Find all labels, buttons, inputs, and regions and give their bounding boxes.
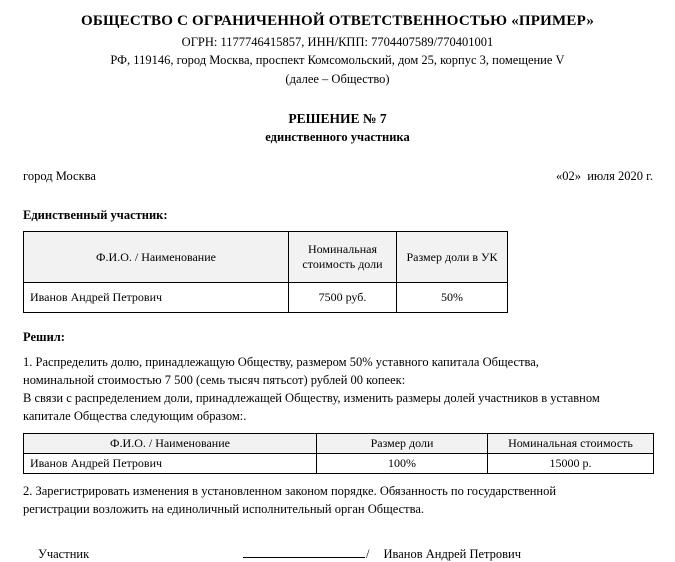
resolution-item-2-line-1: 2. Зарегистрировать изменения в установленном законом порядке. Обязанность по государственной [23, 484, 557, 499]
resolution-item-1-line-4: капитале Общества следующим образом:. [23, 408, 247, 423]
column-header-nominal-value: Номинальная стоимость доли [289, 232, 397, 283]
signature-role-label: Участник [38, 546, 90, 561]
sole-participant-label: Единственный участник: [23, 208, 168, 223]
table-header-row [24, 232, 508, 283]
document-title: РЕШЕНИЕ № 7 [288, 111, 387, 127]
cell-nominal-value: 7500 руб. [289, 283, 397, 313]
company-name: ОБЩЕСТВО С ОГРАНИЧЕННОЙ ОТВЕТСТВЕННОСТЬЮ «ПРИМЕР» [80, 13, 595, 29]
document-subtitle: единственного участника [265, 129, 410, 144]
signature-name: Иванов Андрей Петрович [383, 546, 522, 561]
table-row [24, 283, 508, 313]
column-header-name: Ф.И.О. / Наименование [24, 434, 317, 454]
registration-numbers: ОГРН: 1177746415857, ИНН/КПП: 7704407589/770401001 [181, 35, 494, 49]
signature-separator: / [366, 546, 370, 561]
distribution-table [23, 433, 654, 474]
resolution-item-1-line-1: 1. Распределить долю, принадлежащую Обществу, размером 50% уставного капитала Общества, [23, 355, 539, 370]
resolution-item-2 [23, 483, 657, 519]
resolution-item-1 [23, 354, 657, 425]
city-date-row [0, 169, 675, 184]
city-label: город Москва [23, 169, 96, 184]
resolution-label: Решил: [23, 330, 65, 345]
cell-nominal-value: 15000 р. [488, 454, 654, 474]
cell-participant-name: Иванов Андрей Петрович [24, 283, 289, 313]
resolution-item-1-line-2: номинальной стоимостью 7 500 (семь тысяч пятьсот) рублей 00 копеек: [23, 373, 406, 388]
column-header-name: Ф.И.О. / Наименование [24, 232, 289, 283]
signature-row [38, 546, 675, 562]
letterhead [0, 0, 675, 88]
cell-participant-name: Иванов Андрей Петрович [24, 454, 317, 474]
column-header-share-size: Размер доли [317, 434, 488, 454]
hereinafter-label: (далее – Общество) [285, 72, 390, 87]
column-header-nominal-value: Номинальная стоимость [488, 434, 654, 454]
resolution-item-2-line-2: регистрации возложить на единоличный исполнительный орган Общества. [23, 502, 425, 517]
signature-line [243, 546, 365, 558]
table-header-row [24, 434, 654, 454]
participants-table [23, 231, 508, 313]
cell-share-size: 100% [317, 454, 488, 474]
cell-share-size: 50% [397, 283, 508, 313]
document-title-block [0, 110, 675, 145]
date-label: «02» июля 2020 г. [555, 169, 653, 184]
resolution-item-1-line-3: В связи с распределением доли, принадлежащей Обществу, изменить размеры долей участников в уставном [23, 390, 600, 405]
column-header-share-size: Размер доли в УК [397, 232, 508, 283]
company-address: РФ, 119146, город Москва, проспект Комсомольский, дом 25, корпус 3, помещение V [110, 53, 565, 68]
table-row [24, 454, 654, 474]
